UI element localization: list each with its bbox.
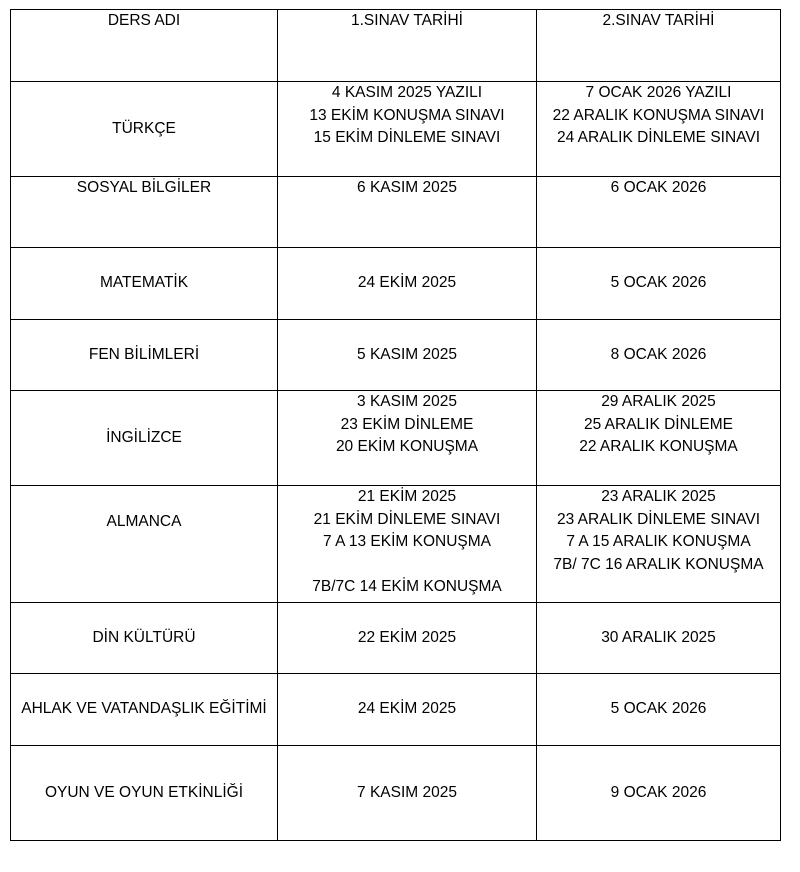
subject-cell: SOSYAL BİLGİLER	[11, 177, 278, 248]
exam-date-line: 7B/7C 14 EKİM KONUŞMA	[312, 578, 502, 595]
exam-date-line: 8 OCAK 2026	[610, 345, 707, 363]
exam-date-line: 21 EKİM 2025	[357, 488, 457, 505]
table-row	[11, 177, 781, 248]
exam-date-line: 21 EKİM DİNLEME SINAVI	[313, 510, 501, 528]
subject-cell: İNGİLİZCE	[11, 391, 278, 486]
exam-date-line: 22 ARALIK KONUŞMA SINAVI	[552, 106, 765, 124]
exam2-cell	[537, 248, 781, 320]
exam-date-line: 7 OCAK 2026 YAZILI	[585, 84, 732, 101]
header-subject: DERS ADI	[11, 10, 278, 82]
subject-cell: TÜRKÇE	[11, 82, 278, 177]
exam2-cell	[537, 82, 781, 177]
exam2-cell	[537, 674, 781, 746]
table-row	[11, 391, 781, 486]
subject-cell: ALMANCA	[11, 486, 278, 603]
exam-date-line: 5 KASIM 2025	[357, 345, 457, 363]
exam2-cell	[537, 486, 781, 603]
exam-date-line: 23 ARALIK 2025	[601, 488, 716, 505]
table-row	[11, 746, 781, 841]
subject-cell: AHLAK VE VATANDAŞLIK EĞİTİMİ	[11, 674, 278, 746]
exam-date-line: 3 KASIM 2025	[357, 393, 457, 410]
exam2-cell	[537, 746, 781, 841]
line-gap	[282, 554, 532, 577]
subject-cell: DİN KÜLTÜRÜ	[11, 603, 278, 674]
exam-date-line: 7 KASIM 2025	[357, 783, 457, 801]
subject-cell: OYUN VE OYUN ETKİNLİĞİ	[11, 746, 278, 841]
table-row	[11, 248, 781, 320]
header-exam2: 2.SINAV TARİHİ	[537, 10, 781, 82]
exam1-cell	[278, 486, 537, 603]
table-row	[11, 320, 781, 391]
exam-date-line: 23 EKİM DİNLEME	[340, 415, 474, 433]
exam2-cell	[537, 603, 781, 674]
exam-date-line: 25 ARALIK DİNLEME	[583, 415, 734, 433]
header-exam1: 1.SINAV TARİHİ	[278, 10, 537, 82]
exam-date-line: 4 KASIM 2025 YAZILI	[331, 84, 483, 101]
exam1-cell	[278, 82, 537, 177]
exam-date-line: 23 ARALIK DİNLEME SINAVI	[556, 510, 760, 528]
exam-date-line: 22 EKİM 2025	[357, 628, 457, 646]
exam1-cell	[278, 177, 537, 248]
exam-date-line: 22 ARALIK KONUŞMA	[579, 438, 738, 455]
subject-cell: MATEMATİK	[11, 248, 278, 320]
exam-date-line: 7 A 15 ARALIK KONUŞMA	[566, 533, 751, 550]
subject-cell: FEN BİLİMLERİ	[11, 320, 278, 391]
exam-schedule-table	[10, 9, 781, 841]
table-row	[11, 674, 781, 746]
table-row	[11, 603, 781, 674]
exam2-cell	[537, 177, 781, 248]
exam-date-line: 15 EKİM DİNLEME SINAVI	[313, 129, 501, 146]
table-header-row	[11, 10, 781, 82]
exam1-cell	[278, 674, 537, 746]
exam-date-line: 29 ARALIK 2025	[601, 393, 716, 410]
exam-date-line: 24 EKİM 2025	[357, 700, 457, 718]
exam2-cell	[537, 320, 781, 391]
exam-date-line: 7B/ 7C 16 ARALIK KONUŞMA	[553, 555, 764, 573]
exam1-cell	[278, 248, 537, 320]
exam-date-line: 5 OCAK 2026	[610, 700, 707, 718]
exam-date-line: 7 A 13 EKİM KONUŞMA	[323, 533, 491, 550]
exam1-cell	[278, 603, 537, 674]
exam-date-line: 5 OCAK 2026	[610, 274, 707, 292]
exam-date-line: 30 ARALIK 2025	[601, 628, 716, 646]
exam-date-line: 20 EKİM KONUŞMA	[335, 438, 479, 455]
exam1-cell	[278, 391, 537, 486]
exam-date-line: 24 ARALIK DİNLEME SINAVI	[556, 129, 760, 146]
exam1-cell	[278, 320, 537, 391]
exam-date-line: 6 OCAK 2026	[610, 179, 707, 196]
table-row	[11, 486, 781, 603]
exam-date-line: 9 OCAK 2026	[610, 783, 707, 801]
exam1-cell	[278, 746, 537, 841]
exam-date-line: 6 KASIM 2025	[357, 179, 457, 196]
exam-date-line: 13 EKİM KONUŞMA SINAVI	[309, 106, 505, 124]
table-row	[11, 82, 781, 177]
exam2-cell	[537, 391, 781, 486]
exam-date-line: 24 EKİM 2025	[357, 274, 457, 292]
